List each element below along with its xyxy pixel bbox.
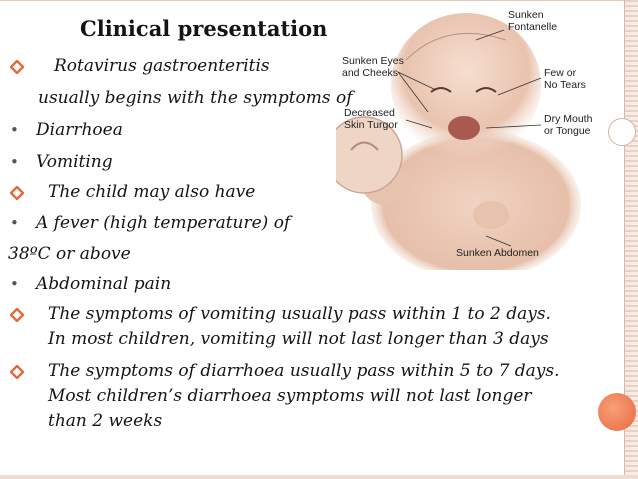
dot-bullet-icon: • — [10, 153, 19, 171]
line-text: 38ºC or above — [8, 244, 131, 264]
line-text: The symptoms of vomiting usually pass within 1 to 2 days. — [48, 304, 551, 324]
line-text: usually begins with the symptoms of — [38, 88, 353, 108]
baby-mouth — [448, 116, 480, 140]
bottom-frame-border — [0, 475, 638, 479]
line-text: Abdominal pain — [36, 274, 172, 294]
dehydrated-baby-illustration — [336, 0, 596, 270]
line-text: Vomiting — [36, 152, 113, 172]
line-text: A fever (high temperature) of — [36, 213, 291, 233]
decorative-circle-top — [608, 118, 636, 146]
orange-bullet-icon — [10, 365, 24, 379]
line-text: than 2 weeks — [48, 411, 163, 431]
orange-bullet-icon — [10, 186, 24, 200]
dot-bullet-icon: • — [10, 121, 19, 139]
line-text: The symptoms of diarrhoea usually pass within 5 to 7 days. — [48, 361, 560, 381]
dot-bullet-icon: • — [10, 214, 19, 232]
label-sunken-fontanelle-1: Sunken — [508, 9, 544, 21]
label-few-tears-1: Few or — [544, 67, 577, 79]
dot-bullet-icon: • — [10, 275, 19, 293]
line-text: Diarrhoea — [36, 120, 123, 140]
label-sunken-eyes-1: Sunken Eyes — [342, 55, 404, 67]
orange-bullet-icon — [10, 308, 24, 322]
line-text: Most children’s diarrhoea symptoms will not last longer — [48, 386, 532, 406]
line-text: Rotavirus gastroenteritis — [54, 56, 270, 76]
label-few-tears-2: No Tears — [544, 79, 586, 91]
label-skin-turgor-2: Skin Turgor — [344, 119, 398, 131]
label-sunken-eyes-2: and Cheeks — [342, 67, 399, 79]
slide-title: Clinical presentation — [80, 16, 328, 41]
label-dry-mouth-2: or Tongue — [544, 125, 591, 137]
label-skin-turgor-1: Decreased — [344, 107, 395, 119]
line-text: The child may also have — [48, 182, 256, 202]
line-text: In most children, vomiting will not last longer than 3 days — [48, 329, 549, 349]
label-dry-mouth-1: Dry Mouth — [544, 113, 593, 125]
label-sunken-fontanelle-2: Fontanelle — [508, 21, 558, 33]
orange-bullet-icon — [10, 60, 24, 74]
label-sunken-abdomen: Sunken Abdomen — [456, 247, 539, 259]
decorative-circle-bottom — [598, 393, 636, 431]
